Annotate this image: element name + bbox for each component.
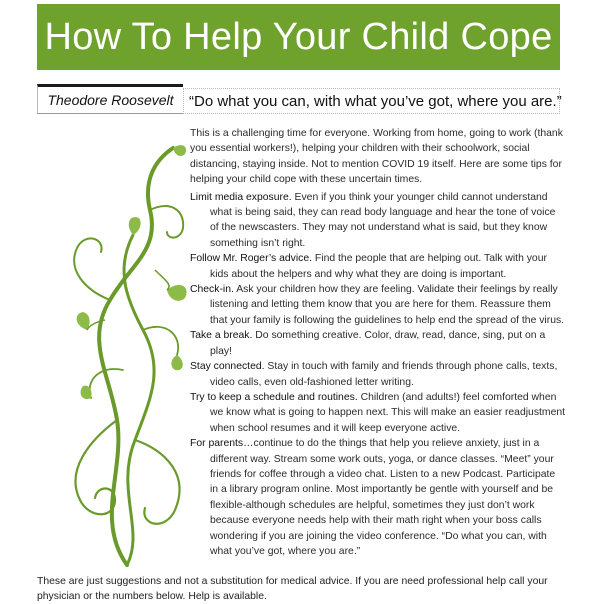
tip-heading: Limit media exposure.: [190, 191, 292, 203]
tip-heading: For parents…: [190, 438, 254, 450]
tip-text: Even if you think your younger child cannot understand what is being said, they can read body language and hear the tone of voice of the newscasters. They may not understand what is said, but they know something isn’t right.: [210, 191, 556, 249]
tip-item: [190, 436, 565, 559]
tip-text: continue to do the things that help you relieve anxiety, just in a different way. Stream some work outs, yoga, or dance classes. “Meet” your friends for coffee through a video chat. Listen to a new Podcast. Participate in a library program online. Most importantly be gentle with yourself and be flexible-although schedules are helpful, sometimes they just don’t work because everyone needs help with their math right when your boss calls wondering if you are joining the video conference. “Do what you can, with what you’ve got, where you are.”: [210, 438, 556, 557]
tip-item: [190, 282, 565, 328]
title-banner: [37, 4, 560, 70]
tip-heading: Stay connected.: [190, 361, 265, 373]
footer-disclaimer: These are just suggestions and not a substitution for medical advice. If you are need professional help call your physician or the numbers below. Help is available.: [37, 576, 548, 602]
tip-heading: Check-in.: [190, 284, 234, 296]
tip-text: Do something creative. Color, draw, read, dance, sing, put on a play!: [210, 330, 546, 357]
tip-item: [190, 251, 565, 282]
tip-text: Children (and adults!) feel comforted when we know what is going to happen next. This will make an easier readjustment when school resumes and it will keep everyone active.: [210, 391, 566, 434]
tip-item: [190, 359, 565, 390]
tip-item: [190, 190, 565, 252]
tip-heading: Take a break.: [190, 330, 253, 342]
tip-text: Find the people that are helping out. Talk with your kids about the helpers and why what they are doing is important.: [210, 253, 547, 280]
intro-paragraph: This is a challenging time for everyone. Working from home, going to work (thank you essential workers!), helping your children with their schoolwork, social distancing, staying inside. Not to mention COVID 19 itself. Here are some tips for helping your child cope with these uncertain times.: [190, 128, 563, 186]
tip-item: [190, 328, 565, 359]
quote-author: Theodore Roosevelt: [37, 84, 183, 114]
tip-heading: Follow Mr. Roger’s advice.: [190, 253, 313, 265]
page-title: How To Help Your Child Cope: [44, 15, 553, 58]
tip-heading: Try to keep a schedule and routines.: [190, 391, 358, 403]
article-body: [190, 126, 565, 559]
tip-text: Ask your children how they are feeling. Validate their feelings by really listening and letting them know that you are here for them. Reassure them that your family is following the guidelines to help end the spread of the virus.: [210, 284, 565, 326]
quote-text: “Do what you can, with what you’ve got, where you are.”: [183, 88, 560, 114]
tip-item: [190, 390, 565, 436]
tip-text: Stay in touch with family and friends through phone calls, texts, video calls, even old-fashioned letter writing.: [210, 361, 558, 388]
vine-flourish-icon: [55, 140, 200, 570]
